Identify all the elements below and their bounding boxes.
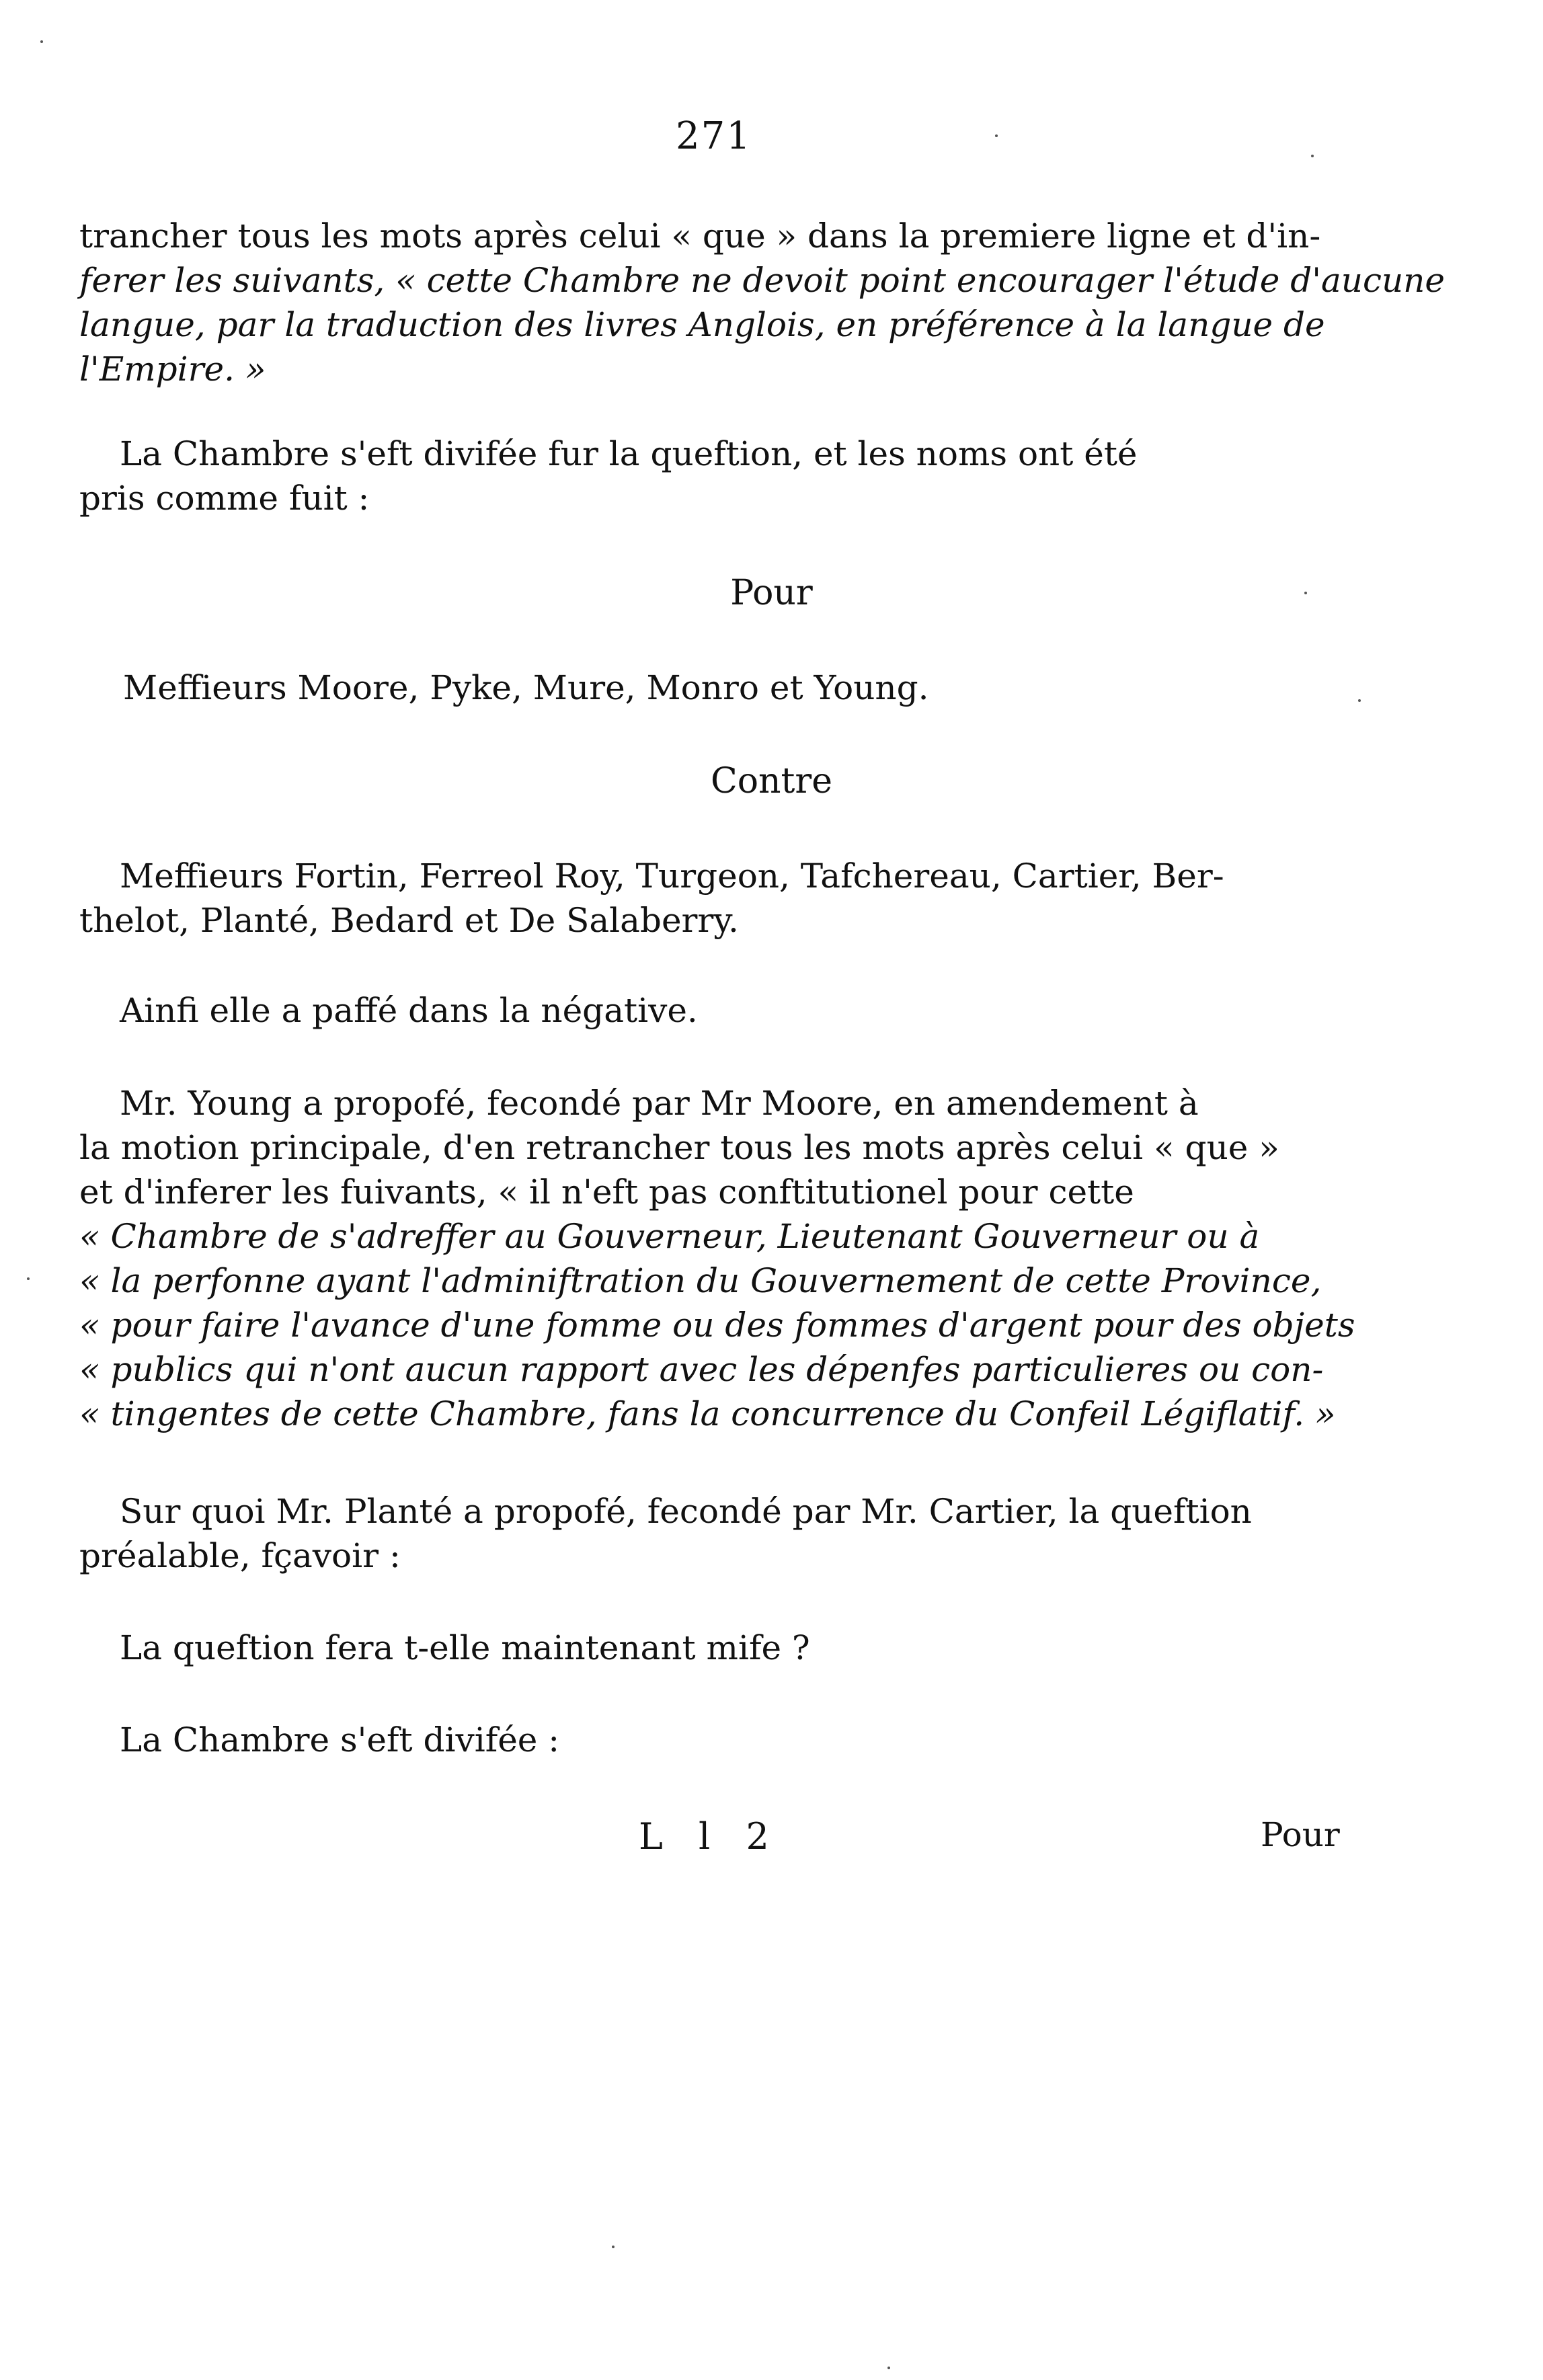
- text-line: Sur quoi Mr. Planté a propofé, fecondé par Mr. Cartier, la queftion: [120, 1492, 1252, 1531]
- paragraph-previous-question: [79, 1489, 1343, 1578]
- division-text: [79, 1718, 1343, 1762]
- text-line: Mr. Young a propofé, fecondé par Mr Moore, en amendement à: [120, 1084, 1199, 1123]
- text-line: « publics qui n'ont aucun rapport avec les dépenfes particulieres ou con-: [79, 1350, 1324, 1389]
- paragraph-division-intro: [79, 432, 1343, 520]
- heading-pour: Pour: [730, 573, 813, 613]
- text-line: et d'inferer les fuivants, « il n'eft pas conftitutionel pour cette: [79, 1173, 1134, 1212]
- text-line: « Chambre de s'adreffer au Gouverneur, Lieutenant Gouverneur ou à: [79, 1217, 1260, 1256]
- vote-list-contre: [79, 854, 1343, 943]
- scan-speckle: [1311, 155, 1314, 157]
- scan-speckle: [1358, 699, 1361, 702]
- text-line: Meffieurs Fortin, Ferreol Roy, Turgeon, Tafchereau, Cartier, Ber-: [120, 857, 1224, 896]
- scan-speckle: [612, 2246, 615, 2248]
- text-line: ferer les suivants, « cette Chambre ne devoit point encourager l'étude d'aucune: [79, 261, 1445, 300]
- catchword: Pour: [1261, 1815, 1340, 1854]
- paragraph-amendment-text: [79, 214, 1445, 391]
- scan-speckle: [887, 2367, 890, 2369]
- vote-list-pour: [79, 666, 1343, 710]
- text-line: « pour faire l'avance d'une fomme ou des fommes d'argent pour des objets: [79, 1306, 1355, 1345]
- text-line: préalable, fçavoir :: [79, 1536, 401, 1575]
- text-line: pris comme fuit :: [79, 479, 370, 518]
- text-line: l'Empire. »: [79, 350, 266, 389]
- text-line: thelot, Planté, Bedard et De Salaberry.: [79, 901, 739, 940]
- question-text: [79, 1626, 1343, 1670]
- text-line: La Chambre s'eft divifée fur la queftion, et les noms ont été: [120, 434, 1138, 473]
- text-line: La Chambre s'eft divifée :: [120, 1720, 560, 1759]
- signature-mark: L l 2: [639, 1815, 781, 1858]
- text-line: langue, par la traduction des livres Anglois, en préférence à la langue de: [79, 305, 1325, 344]
- text-line: trancher tous les mots après celui « que » dans la premiere ligne et d'in-: [79, 216, 1321, 255]
- text-line: La queftion fera t-elle maintenant mife ?: [120, 1628, 810, 1667]
- text-line: « la perfonne ayant l'adminiftration du Gouvernement de cette Province,: [79, 1261, 1322, 1300]
- scan-speckle: [995, 134, 998, 137]
- scan-speckle: [27, 1277, 30, 1280]
- text-line: Meffieurs Moore, Pyke, Mure, Monro et Young.: [123, 668, 929, 707]
- text-line: « tingentes de cette Chambre, fans la concurrence du Confeil Légiflatif. »: [79, 1394, 1336, 1433]
- heading-contre: Contre: [710, 761, 833, 801]
- text-line: la motion principale, d'en retrancher tous les mots après celui « que »: [79, 1128, 1279, 1167]
- scan-speckle: [1304, 592, 1307, 594]
- text-line: Ainfi elle a paffé dans la négative.: [120, 991, 698, 1030]
- scan-speckle: [40, 40, 43, 43]
- page-number: 271: [676, 114, 752, 158]
- vote-result: [79, 988, 1343, 1033]
- paragraph-young-amendment: [79, 1081, 1355, 1436]
